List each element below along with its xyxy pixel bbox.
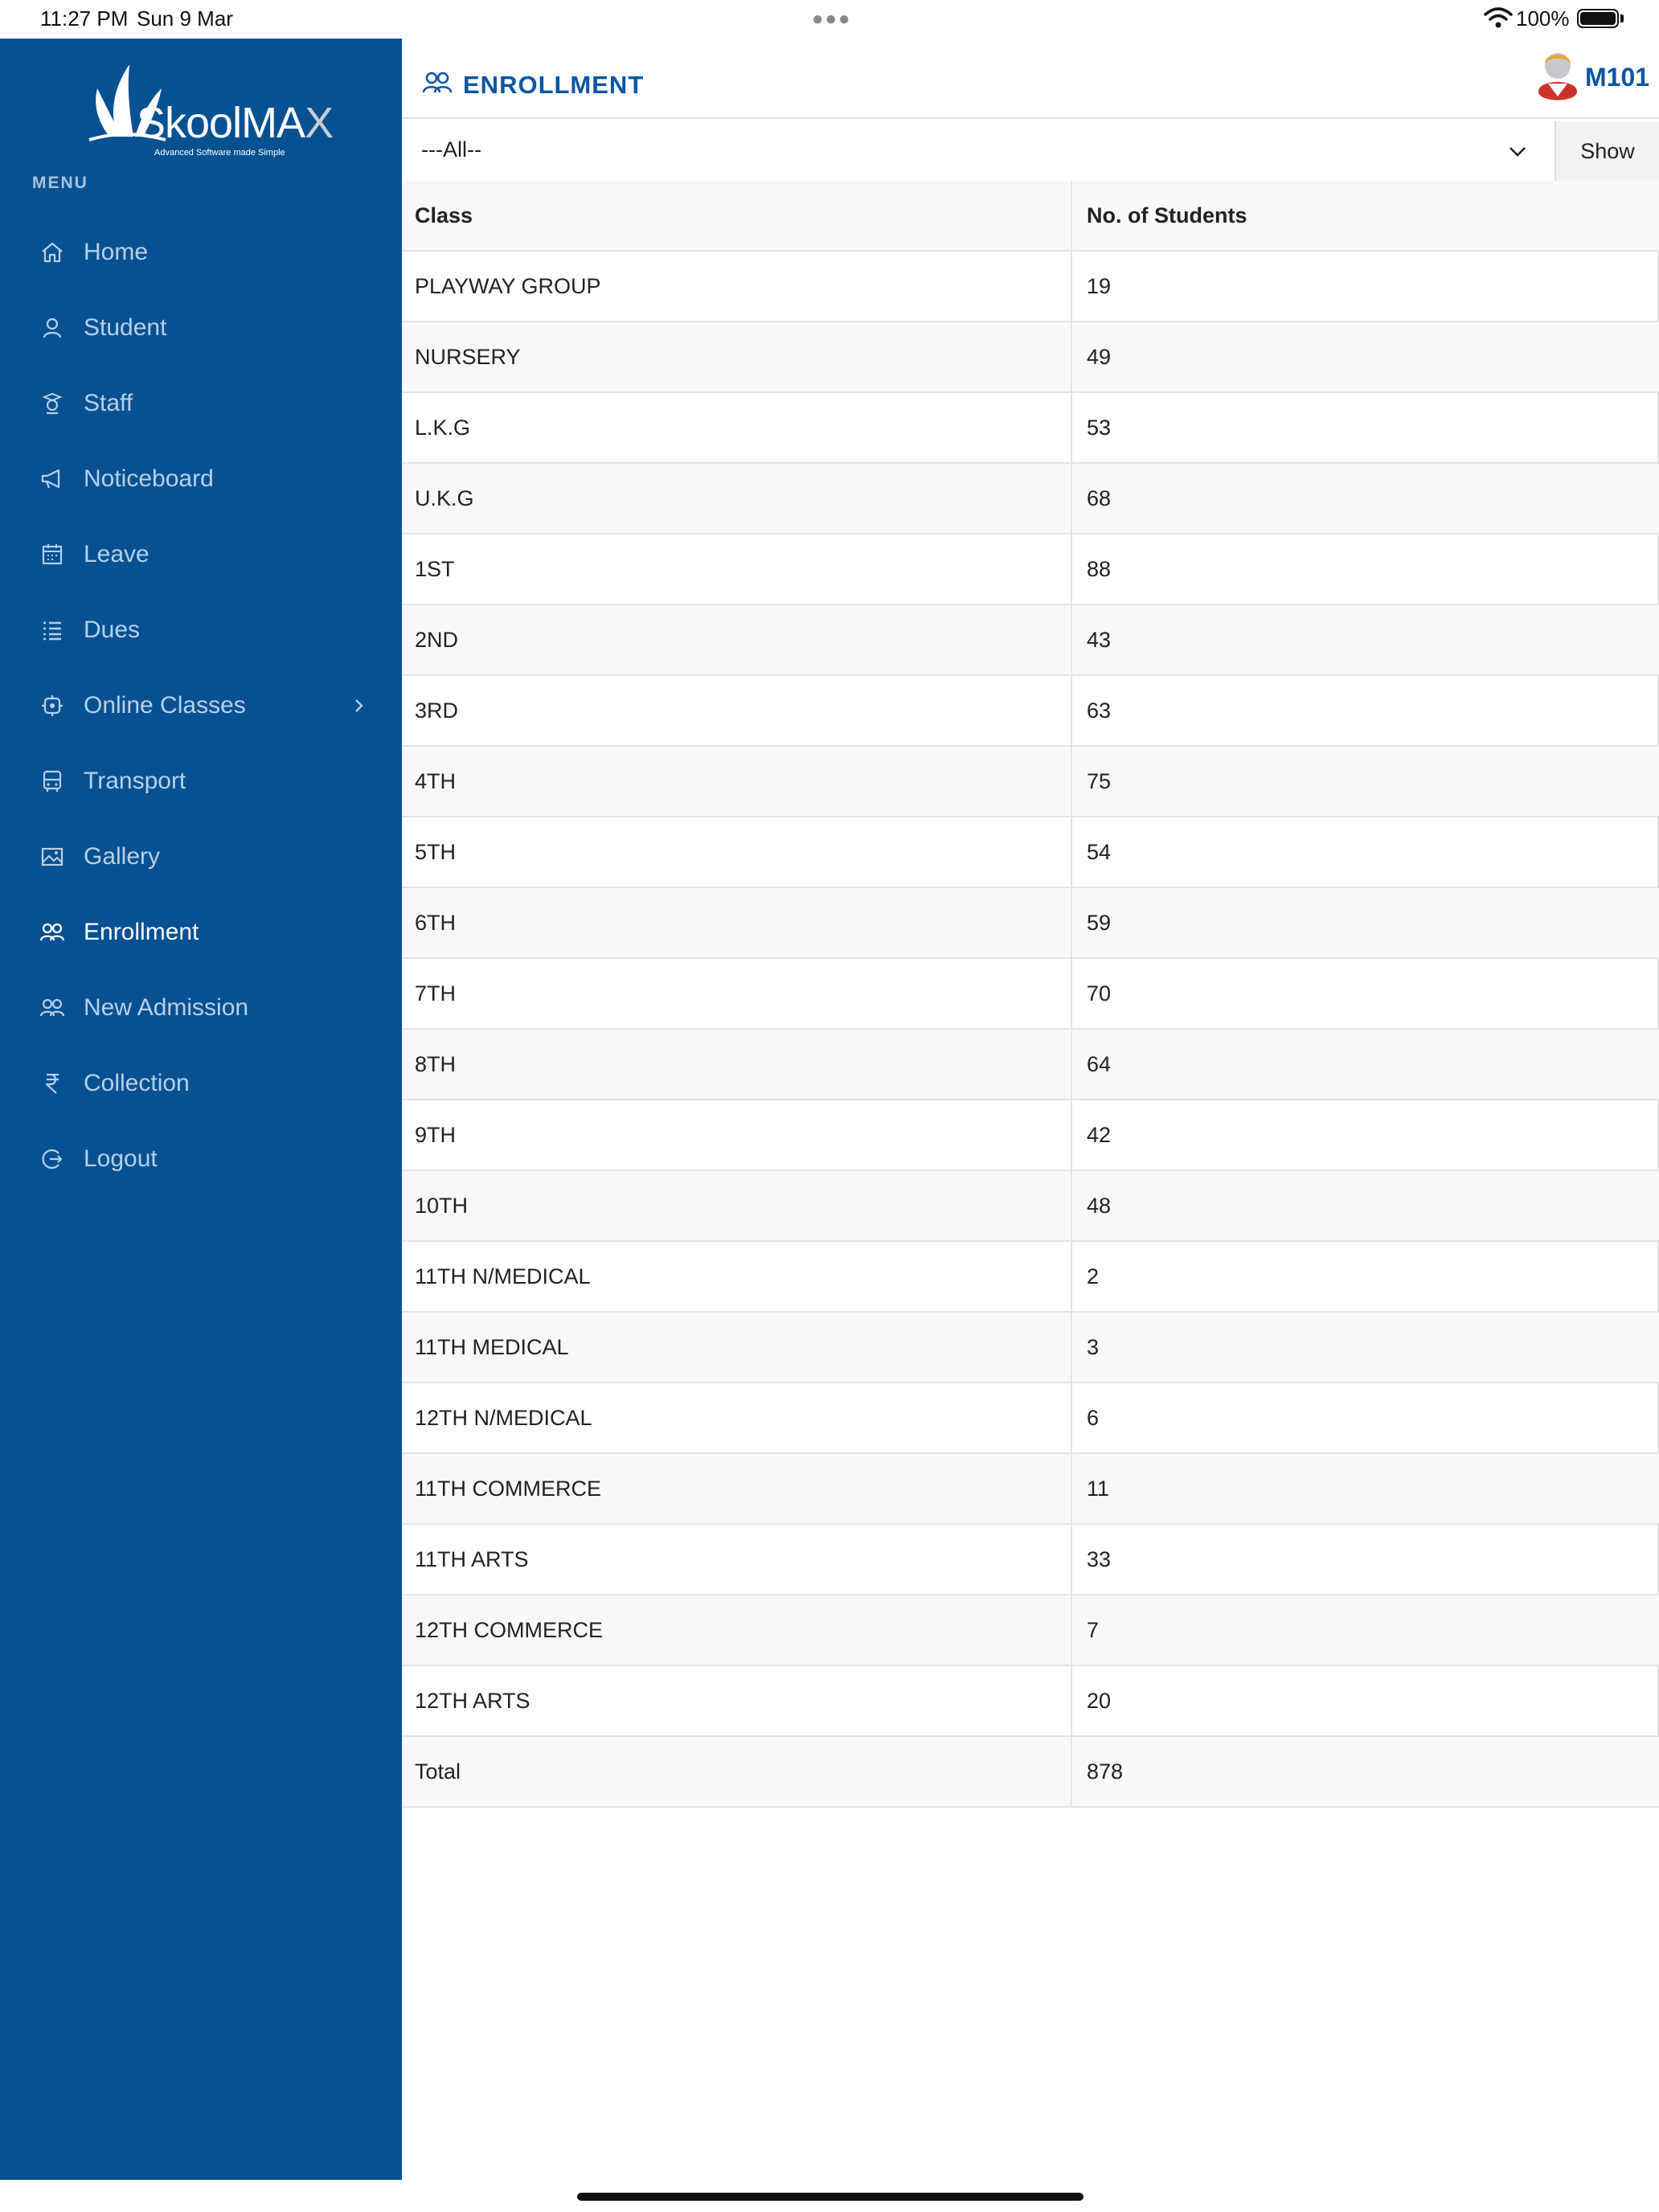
battery-icon xyxy=(1577,9,1619,28)
skoolmax-logo[interactable] xyxy=(80,56,334,161)
sidebar-item-student[interactable]: Student xyxy=(0,296,402,360)
users-icon xyxy=(39,919,66,946)
sidebar xyxy=(0,39,402,2180)
cell-class: U.K.G xyxy=(415,486,474,510)
table-row xyxy=(402,1171,1659,1242)
cell-class: PLAYWAY GROUP xyxy=(415,274,601,298)
filter-bar xyxy=(402,121,1659,181)
battery-percent: 100% xyxy=(1516,6,1570,31)
page-header xyxy=(402,39,1659,119)
cell-student-count: 42 xyxy=(1087,1123,1112,1147)
cell-class: 7TH xyxy=(415,981,457,1006)
cell-class: Total xyxy=(415,1759,461,1784)
class-select-value: ---All-- xyxy=(421,137,481,162)
column-header-students: No. of Students xyxy=(1087,203,1247,227)
cell-student-count: 68 xyxy=(1087,486,1112,510)
sidebar-item-enrollment[interactable]: Enrollment xyxy=(0,900,402,965)
cell-class: 12TH ARTS xyxy=(415,1689,530,1713)
cell-student-count: 2 xyxy=(1087,1264,1100,1288)
rupee-icon xyxy=(39,1070,66,1097)
staff-icon xyxy=(39,390,66,417)
cell-student-count: 7 xyxy=(1087,1618,1100,1642)
cell-student-count: 59 xyxy=(1087,911,1112,935)
sidebar-item-logout[interactable]: Logout xyxy=(0,1127,402,1191)
sidebar-item-new-admission[interactable]: New Admission xyxy=(0,976,402,1040)
bus-icon xyxy=(39,768,66,795)
main-content xyxy=(402,39,1659,2180)
table-row xyxy=(402,1242,1659,1313)
home-indicator[interactable] xyxy=(577,2193,1083,2201)
sidebar-item-leave[interactable]: Leave xyxy=(0,522,402,587)
cell-student-count: 75 xyxy=(1087,769,1112,793)
cell-class: 5TH xyxy=(415,840,457,864)
logo-wordmark: SkoolMAX xyxy=(137,99,334,147)
status-date: Sun 9 Mar xyxy=(137,6,233,31)
cell-class: 12TH COMMERCE xyxy=(415,1618,604,1642)
cell-class: NURSERY xyxy=(415,345,521,369)
cell-class: 11TH ARTS xyxy=(415,1547,529,1571)
status-bar xyxy=(0,0,1659,39)
table-row xyxy=(402,464,1659,535)
user-code[interactable]: M101 xyxy=(1585,63,1650,92)
cell-student-count: 11 xyxy=(1087,1477,1110,1501)
megaphone-icon xyxy=(39,465,66,493)
cell-student-count: 64 xyxy=(1087,1052,1112,1076)
sidebar-item-home[interactable]: Home xyxy=(0,220,402,285)
table-row xyxy=(402,1313,1659,1383)
table-row xyxy=(402,747,1659,817)
cell-student-count: 54 xyxy=(1087,840,1112,864)
users-icon xyxy=(421,71,453,95)
status-time: 11:27 PM xyxy=(40,6,129,31)
cell-student-count: 48 xyxy=(1087,1194,1112,1218)
cell-class: 1ST xyxy=(415,557,455,581)
cell-class: 11TH N/MEDICAL xyxy=(415,1264,591,1288)
sidebar-item-online-classes[interactable]: Online Classes xyxy=(0,674,402,738)
table-header-row xyxy=(402,181,1659,252)
cell-student-count: 878 xyxy=(1087,1759,1124,1784)
cell-class: 12TH N/MEDICAL xyxy=(415,1406,592,1430)
cell-class: 11TH COMMERCE xyxy=(415,1477,602,1501)
cell-student-count: 6 xyxy=(1087,1406,1100,1430)
sidebar-item-noticeboard[interactable]: Noticeboard xyxy=(0,447,402,511)
cell-class: 6TH xyxy=(415,911,457,935)
home-icon xyxy=(39,239,66,266)
page-title: ENROLLMENT xyxy=(463,71,645,99)
cell-student-count: 49 xyxy=(1087,345,1112,369)
table-total-row xyxy=(402,1737,1659,1808)
enrollment-table xyxy=(402,181,1659,1808)
cell-student-count: 63 xyxy=(1087,698,1112,723)
cell-class: 11TH MEDICAL xyxy=(415,1335,569,1359)
sidebar-item-gallery[interactable]: Gallery xyxy=(0,825,402,889)
chevron-down-icon xyxy=(1506,141,1529,163)
users-icon xyxy=(39,994,66,1022)
table-row xyxy=(402,322,1659,393)
table-row xyxy=(402,393,1659,464)
cell-student-count: 20 xyxy=(1087,1689,1112,1713)
cell-student-count: 33 xyxy=(1087,1547,1112,1571)
sidebar-item-transport[interactable]: Transport xyxy=(0,749,402,813)
logo-tagline: Advanced Software made Simple xyxy=(154,148,285,158)
online-classes-icon xyxy=(39,692,66,719)
cell-class: 3RD xyxy=(415,698,459,723)
logout-icon xyxy=(39,1145,66,1173)
chevron-right-icon[interactable] xyxy=(349,696,368,715)
table-row xyxy=(402,1383,1659,1454)
cell-class: 2ND xyxy=(415,628,459,652)
avatar[interactable] xyxy=(1535,47,1580,103)
table-row xyxy=(402,1596,1659,1666)
cell-student-count: 53 xyxy=(1087,416,1112,440)
cell-class: 8TH xyxy=(415,1052,457,1076)
menu-title: MENU xyxy=(32,174,88,192)
show-button[interactable]: Show xyxy=(1556,121,1659,181)
table-row xyxy=(402,1030,1659,1100)
table-row xyxy=(402,1454,1659,1525)
table-row xyxy=(402,888,1659,959)
multitasking-dots-icon[interactable]: ●●● xyxy=(812,8,852,30)
column-header-class: Class xyxy=(415,203,473,227)
table-row xyxy=(402,1100,1659,1171)
sidebar-item-dues[interactable]: Dues xyxy=(0,598,402,662)
cell-student-count: 3 xyxy=(1087,1335,1100,1359)
table-row xyxy=(402,605,1659,676)
cell-class: 4TH xyxy=(415,769,457,793)
table-row xyxy=(402,959,1659,1030)
user-icon xyxy=(39,314,66,342)
sidebar-item-collection[interactable]: Collection xyxy=(0,1051,402,1116)
cell-student-count: 88 xyxy=(1087,557,1112,581)
table-row xyxy=(402,676,1659,747)
wifi-icon xyxy=(1484,6,1513,29)
cell-class: L.K.G xyxy=(415,416,471,440)
list-icon xyxy=(39,616,66,644)
cell-student-count: 43 xyxy=(1087,628,1112,652)
cell-student-count: 70 xyxy=(1087,981,1112,1006)
cell-class: 9TH xyxy=(415,1123,457,1147)
cell-class: 10TH xyxy=(415,1194,469,1218)
class-select[interactable] xyxy=(402,121,1556,181)
sidebar-item-staff[interactable]: Staff xyxy=(0,371,402,436)
table-row xyxy=(402,535,1659,605)
table-row xyxy=(402,252,1659,322)
cell-student-count: 19 xyxy=(1087,274,1112,298)
calendar-icon xyxy=(39,541,66,568)
table-row xyxy=(402,1525,1659,1596)
table-row xyxy=(402,1666,1659,1737)
table-row xyxy=(402,817,1659,888)
image-icon xyxy=(39,843,66,870)
